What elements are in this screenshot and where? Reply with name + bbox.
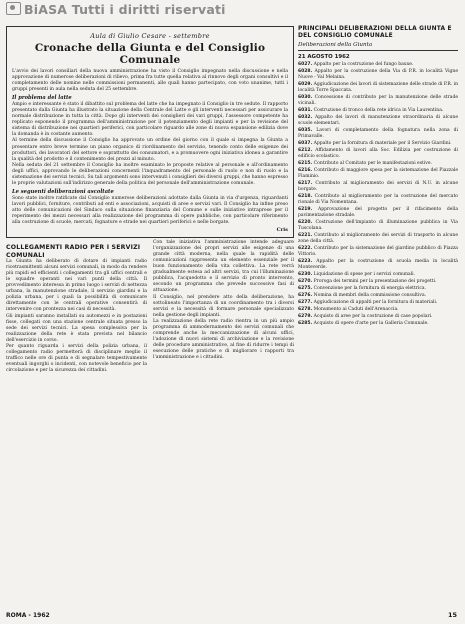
deliberation-text: Contributo al miglioramento dei servizi di N.U. in alcune borgate. [298,181,458,193]
deliberation-text: Convenzione per la fornitura di energia elettrica. [313,286,427,292]
deliberation-item [298,69,458,81]
deliberation-number: 6212. [298,148,313,154]
deliberation-number: 6215. [298,161,313,167]
deliberation-item [298,233,458,245]
deliberation-text: Aggiudicazione di appalti per la fornitura di materiali. [313,300,438,306]
deliberations-date: 21 AGOSTO 1962 [298,54,350,61]
page-number: 15 [447,611,457,619]
deliberation-item [298,62,458,68]
deliberation-number: 6031. [298,108,313,114]
deliberation-text: Appalto per la fornitura di materiale per il Servizio Giardini. [313,141,452,147]
deliberation-number: 6028. [298,69,313,75]
deliberation-text: Liquidazione di spese per i servizi comunali. [313,272,416,278]
deliberation-item [298,128,458,140]
deliberation-number: 6270. [298,279,313,285]
deliberation-item [298,207,458,219]
deliberation-text: Costruzione di tronco della rete idrica in Via Laurentina. [313,108,444,114]
deliberation-number: 6032. [298,115,313,121]
radio-article-continued [153,240,294,374]
deliberation-text: Contributo per la sistemazione del giardino pubblico di Piazza Vittorio. [298,246,458,258]
deliberation-number: 6035. [298,128,313,134]
deliberation-item [298,148,458,160]
deliberation-number: 6279. [298,314,313,320]
article-paragraph: Ampio e interessante è stato il dibattito sul problema del latte che ha impegnato il Consiglio in tre sedute. Il rapporto presentato dalla Giunta ha illustrato la situazione della Centrale del Latte e gli interventi necessari per assicurare la normale distribuzione in tutta la città. Dopo gli interventi dei consiglieri dei vari gruppi, l'assessore competente ha replicato esponendo il programma dell'amministrazione per il potenziamento degli impianti e per la revisione del sistema di distribuzione nei quartieri periferici, con particolare riguardo alle zone di nuova espansione edilizia dove la domanda è in costante aumento. [12,102,288,138]
deliberation-text: Appalto per la costruzione di scuola media in località Monteverde. [298,259,458,271]
deliberation-text: Contributo al miglioramento per la costruzione del mercato rionale di Via Nomentana. [298,194,458,206]
left-column [6,26,294,374]
deliberation-item [298,220,458,232]
deliberation-number: 6275. [298,286,313,292]
section-heading: Il problema del latte [12,95,72,102]
deliberation-number: 6230. [298,272,313,278]
deliberation-number: 6037. [298,141,313,147]
footer-publication: ROMA - 1962 [6,612,50,619]
article-paragraph: Con tale iniziativa l'amministrazione intende adeguare l'organizzazione dei propri servizi alle esigenze di una grande città moderna, nella quale la rapidità delle comunicazioni rappresenta un elemento essenziale per il buon funzionamento della vita collettiva. La rete verrà gradualmente estesa ad altri servizi, tra cui l'illuminazione pubblica, l'acquedotto e il servizio di pronto intervento, secondo un programma che prevede successive fasi di attuazione. [153,240,294,294]
deliberation-item [298,141,458,147]
deliberations-subheading: Deliberazioni della Giunta [298,42,458,51]
deliberation-text: Approvazione del progetto per il rifacimento della pavimentazione stradale. [298,207,458,219]
deliberation-text: Costruzione dell'impianto di illuminazione pubblica in Via Tuscolana. [298,220,458,232]
deliberation-number: 6277. [298,300,313,306]
deliberation-text: Concessione di contributo per la manutenzione delle strade vicinali. [298,95,458,107]
deliberation-text: Acquisto di opere d'arte per la Galleria Comunale. [313,321,429,327]
article-paragraph: La realizzazione della rete radio rientra in un più ampio programma di ammodernamento dei servizi comunali che comprende anche la meccanizzazione di alcuni uffici, l'adozione di nuovi sistemi di archiviazione e la revisione delle procedure amministrative, al fine di ridurre i tempi di esecuzione delle pratiche e di migliorare i rapporti tra l'amministrazione e i cittadini. [153,318,294,360]
article-paragraph: L'avvio dei lavori consiliari della nuova amministrazione ha visto il Consiglio impegnato nella discussione e nella approvazione di numerose deliberazioni di rilievo, prima fra tutte quella relativa al rinnovo degli organi consultivi e il completamento delle nomine nelle commissioni permanenti, alle quali hanno partecipato, con voto unanime, tutti i gruppi presenti in aula nella seduta del 25 settembre. [12,69,288,93]
copyright-icon [6,2,21,15]
deliberation-text: Acquisto di aree per la costruzione di case popolari. [313,314,433,320]
deliberation-text: Contributo di maggiore spesa per la sistemazione del Piazzale Flaminio. [298,168,458,180]
deliberation-item [298,286,458,292]
deliberation-item [298,300,458,306]
deliberation-number: 6285. [298,321,313,327]
bottom-columns [6,240,294,374]
article-title: Cronache della Giunta e del Consiglio Comunale [34,42,266,66]
deliberation-number: 6218. [298,194,313,200]
deliberation-text: Monumento ai Caduti dell'Arenaccia. [313,307,399,313]
deliberation-text: Appalto dei lavori di manutenzione straordinaria di alcune scuole elementari. [298,115,458,127]
deliberation-item [298,168,458,180]
article-paragraph: Al termine della discussione il Consiglio ha approvato un ordine del giorno con il quale si impegna la Giunta a presentare entro breve termine un piano organico di riordinamento del servizio, tenendo conto delle esigenze dei produttori, dei lavoratori del settore e soprattutto dei consumatori, e a promuovere ogni iniziativa idonea a garantire la qualità del prodotto e il contenimento dei prezzi al minuto. [12,138,288,162]
deliberation-text: Affidamento di lavori alla Soc. Edilizia per costruzione di edificio scolastico. [298,148,458,160]
deliberation-number: 6027. [298,62,313,68]
deliberation-number: 6029. [298,82,313,88]
article-paragraph: Nella seduta del 21 settembre il Consiglio ha inoltre esaminato le proposte relative al personale e all'ordinamento degli uffici, approvando le deliberazioni concernenti l'inquadramento del personale di ruolo e non di ruolo e la sistemazione dei servizi tecnici. Su tali argomenti sono intervenuti i consiglieri dei diversi gruppi, che hanno espresso le proprie valutazioni sull'indirizzo generale della politica del personale dell'amministrazione comunale. [12,162,288,186]
article-paragraph: La Giunta ha deliberato di dotare di impianti radio ricetrasmittenti alcuni servizi comunali, in modo da rendere più rapidi ed efficienti i collegamenti tra gli uffici centrali e le squadre operanti nei vari punti della città. Il provvedimento interessa in primo luogo i servizi di nettezza urbana, la manutenzione stradale, il servizio giardini e la polizia urbana, per i quali la possibilità di comunicare direttamente con le centrali operative consentirà di intervenire con prontezza nei casi di necessità. [6,259,147,313]
deliberation-item [298,95,458,107]
deliberation-item [298,307,458,313]
deliberation-text: Lavori di completamento della fognatura nella zona di Primavalle. [298,128,459,140]
deliberation-text: Proroga dei termini per la presentazione dei progetti. [313,279,437,285]
deliberation-item [298,108,458,114]
deliberation-item [298,293,458,299]
watermark [6,2,226,17]
deliberation-number: 6217. [298,181,313,187]
deliberation-number: 6222. [298,246,313,252]
deliberation-text: Appalto per la costruzione del fungo bauxe. [313,62,414,68]
deliberation-item [298,181,458,193]
signature: Cris [276,227,288,234]
deliberation-item [298,246,458,258]
radio-article-title: COLLEGAMENTI RADIO PER I SERVIZI COMUNALI [6,244,141,259]
deliberation-text: Contributo al Comitato per le manifestazioni estive. [313,161,432,167]
deliberation-item [298,194,458,206]
article-kicker: Aula di Giulio Cesare - settembre [90,32,210,40]
radio-article [6,240,147,374]
deliberation-number: 6278. [298,307,313,313]
deliberation-number: 6276. [298,293,313,299]
deliberations-list [298,62,458,327]
deliberation-number: 6221. [298,233,313,239]
deliberation-number: 6219. [298,207,313,213]
deliberation-text: Contributo al miglioramento dei servizi di trasporto in alcune zone della città. [298,233,458,245]
main-article [6,26,294,238]
article-paragraph: Gli impianti saranno installati su automezzi e in postazioni fisse, collegati con una stazione centrale situata presso la sede dei servizi tecnici. La spesa complessiva per la realizzazione della rete è stata prevista nel bilancio dell'esercizio in corso. [6,313,147,343]
deliberation-item [298,279,458,285]
deliberation-item [298,272,458,278]
deliberation-number: 6223. [298,259,313,265]
deliberation-text: Appalto per la costruzione della Via di P.R. in località Vigne Nuove - Val Melaina. [298,69,458,81]
article-paragraph: Sono state inoltre ratificate dal Consiglio numerose deliberazioni adottate dalla Giunta in via d'urgenza, riguardanti lavori pubblici, forniture, contributi ad enti e associazioni, acquisti di aree e servizi vari. Il Consiglio ha infine preso atto delle comunicazioni del Sindaco sulla situazione finanziaria del Comune e sulle iniziative intraprese per il reperimento dei mezzi necessari alla realizzazione del programma di opere pubbliche, con particolare riferimento alla costruzione di scuole, mercati, fognature e strade nei quartieri periferici e nelle borgate. [12,195,288,226]
deliberation-number: 6220. [298,220,313,226]
deliberation-number: 6030. [298,95,313,101]
article-paragraph: Il Consiglio, nel prendere atto della deliberazione, ha sottolineato l'importanza di un coordinamento tra i diversi servizi e la necessità di formare personale specializzato nella gestione degli impianti. [153,294,294,318]
deliberation-item [298,321,458,327]
deliberations-heading: PRINCIPALI DELIBERAZIONI DELLA GIUNTA E DEL CONSIGLIO COMUNALE [298,26,452,40]
right-column [298,26,458,328]
deliberation-number: 6216. [298,168,313,174]
article-paragraph: Per quanto riguarda i servizi della polizia urbana, il collegamento radio permetterà di disciplinare meglio il traffico nelle ore di punta e di segnalare tempestivamente eventuali ingorghi o incidenti, con notevole beneficio per la circolazione e per la sicurezza dei cittadini. [6,343,147,373]
deliberation-item [298,314,458,320]
deliberation-item [298,259,458,271]
deliberation-item [298,82,458,94]
watermark-text: BiASA Tutti i diritti riservati [24,2,226,17]
deliberation-text: Aggiudicazione dei lavori di sistemazione delle strade di P.R. in località Torre Spaccata. [298,82,458,94]
deliberation-item [298,161,458,167]
deliberation-item [298,115,458,127]
section-heading: Le seguenti deliberazioni ascoltate [12,188,114,195]
deliberation-text: Nomina di membri della commissione consultiva. [313,293,427,299]
